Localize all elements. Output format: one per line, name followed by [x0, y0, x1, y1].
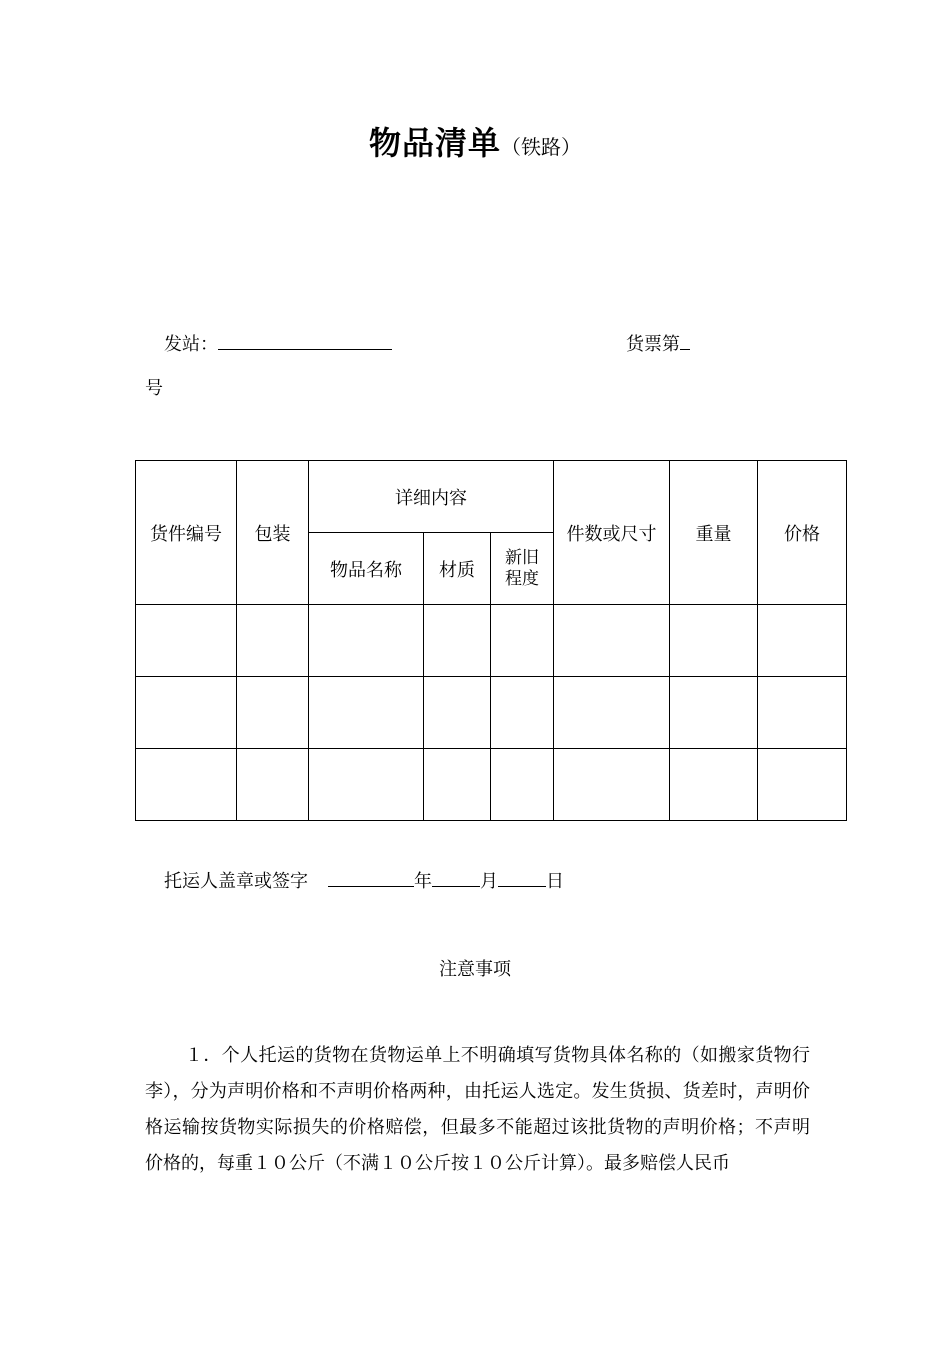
table-cell[interactable] [491, 749, 554, 821]
month-label: 月 [480, 871, 498, 892]
signature-blank [328, 868, 414, 887]
header-item-no: 货件编号 [136, 461, 237, 605]
header-details: 详细内容 [309, 461, 554, 533]
ticket-label: 货票第 [626, 334, 680, 355]
table-row [136, 677, 847, 749]
table-cell[interactable] [554, 605, 670, 677]
table-cell[interactable] [758, 677, 847, 749]
table-cell[interactable] [424, 749, 491, 821]
header-name: 物品名称 [309, 533, 424, 605]
header-price: 价格 [758, 461, 847, 605]
ticket-suffix: 号 [145, 378, 163, 399]
day-blank [498, 868, 546, 887]
header-packing: 包装 [237, 461, 309, 605]
header-condition-cell [491, 533, 554, 605]
table-cell[interactable] [670, 677, 758, 749]
station-blank [218, 331, 392, 350]
table-cell[interactable] [758, 605, 847, 677]
departure-station-line [164, 330, 392, 356]
signature-line [164, 867, 564, 893]
table-cell[interactable] [237, 605, 309, 677]
notes-paragraph-1: １．个人托运的货物在货物运单上不明确填写货物具体名称的（如搬家货物行李），分为声明价格和不声明价格两种，由托运人选定。发生货损、货差时，声明价格运输按货物实际损失的价格赔偿，但最多不能超过该批货物的声明价格；不声明价格的，每重１０公斤（不满１０公斤按１０公斤计算）。最多赔偿人民币 [145, 1045, 810, 1174]
table-cell[interactable] [237, 677, 309, 749]
table-cell[interactable] [136, 677, 237, 749]
header-material: 材质 [424, 533, 491, 605]
title-sub: （铁路） [501, 135, 581, 159]
table-cell[interactable] [136, 605, 237, 677]
table-cell[interactable] [491, 605, 554, 677]
header-condition: 新旧程度 [505, 547, 539, 589]
table-cell[interactable] [309, 749, 424, 821]
day-label: 日 [546, 871, 564, 892]
station-label: 发站： [164, 334, 218, 355]
table-cell[interactable] [670, 605, 758, 677]
ticket-line [626, 330, 690, 356]
table-header-row [136, 461, 847, 533]
signature-label: 托运人盖章或签字 [164, 871, 308, 892]
goods-table [135, 460, 847, 821]
table-cell[interactable] [670, 749, 758, 821]
header-weight: 重量 [670, 461, 758, 605]
table-cell[interactable] [424, 605, 491, 677]
document-title [0, 118, 950, 164]
table-cell[interactable] [424, 677, 491, 749]
month-blank [432, 868, 480, 887]
table-cell[interactable] [758, 749, 847, 821]
title-main: 物品清单 [368, 124, 501, 162]
header-count-size: 件数或尺寸 [554, 461, 670, 605]
table-cell[interactable] [554, 677, 670, 749]
notes-title: 注意事项 [439, 959, 511, 980]
table-cell[interactable] [554, 749, 670, 821]
table-row [136, 605, 847, 677]
ticket-blank [680, 331, 690, 350]
table-cell[interactable] [309, 605, 424, 677]
table-cell[interactable] [309, 677, 424, 749]
table-cell[interactable] [136, 749, 237, 821]
table-cell[interactable] [491, 677, 554, 749]
year-label: 年 [414, 871, 432, 892]
table-cell[interactable] [237, 749, 309, 821]
table-row [136, 749, 847, 821]
